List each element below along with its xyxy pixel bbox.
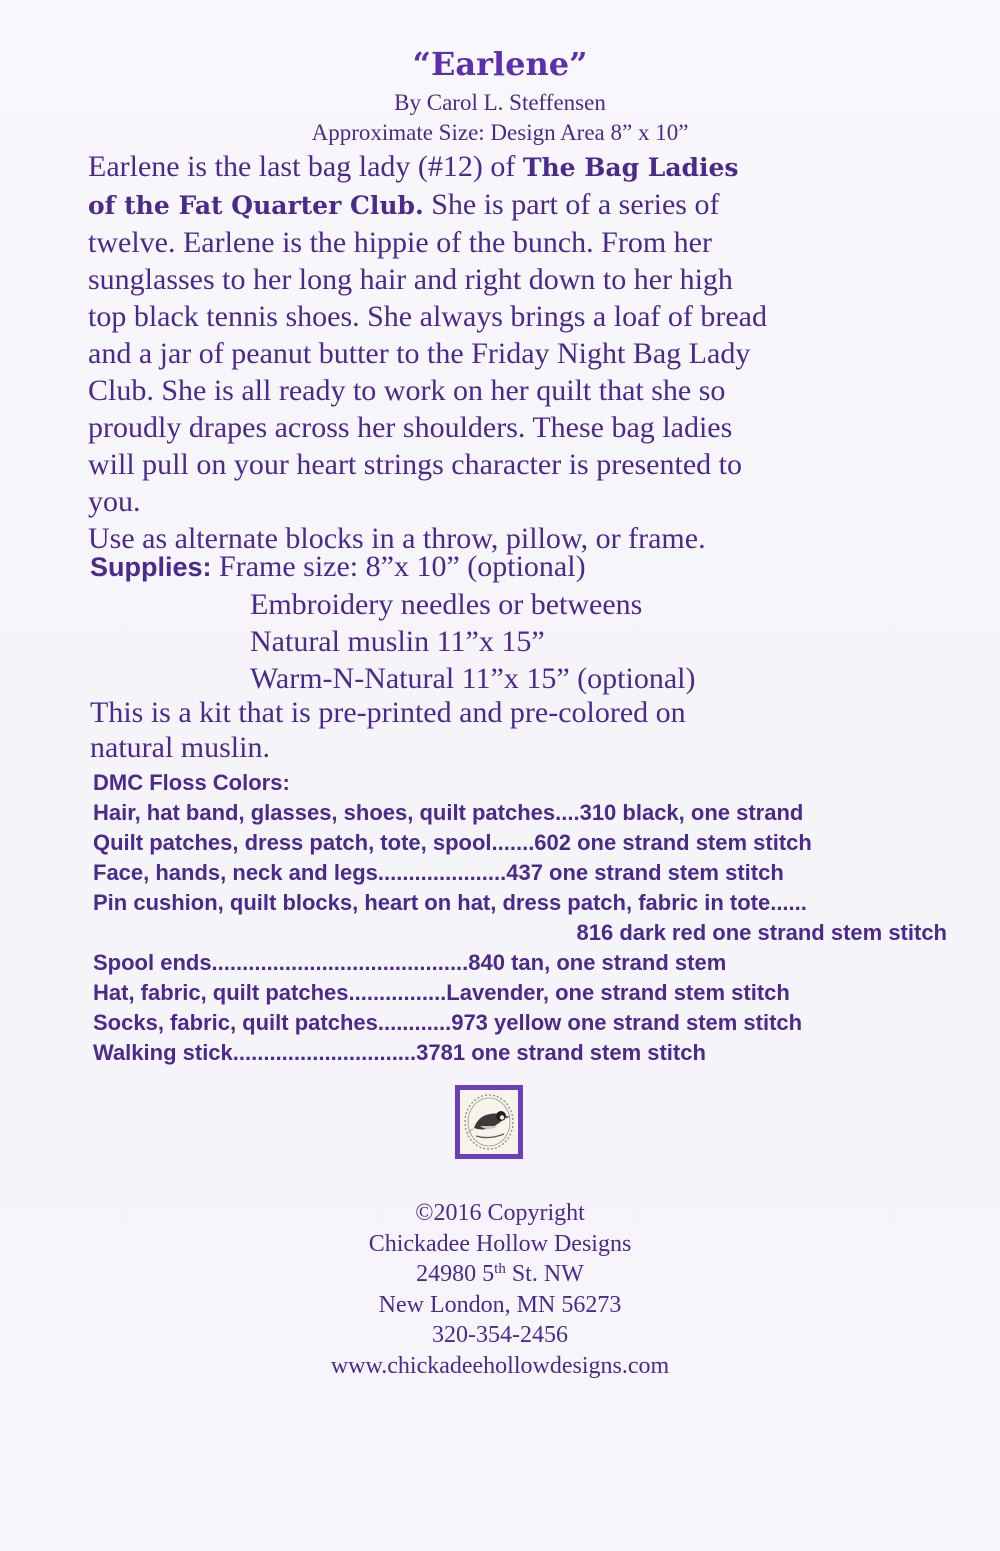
city-line: New London, MN 56273 (378, 1291, 622, 1318)
supply-item: Frame size: 8”x 10” (optional) (219, 550, 586, 583)
description-line: Club. She is all ready to work on her quilt that she so (88, 374, 726, 407)
floss-heading: DMC Floss Colors: (93, 770, 290, 795)
supplies-label: Supplies: (90, 552, 212, 582)
publisher-info (0, 1198, 1000, 1381)
description-line: twelve. Earlene is the hippie of the bunch. From her (88, 226, 712, 259)
supplies-section (90, 548, 950, 697)
pattern-title: “Earlene” (412, 45, 588, 83)
kit-line: natural muslin. (90, 731, 270, 764)
floss-row: Walking stick..............................3781 one strand stem stitch (93, 1040, 706, 1065)
kit-line: This is a kit that is pre-printed and pre-colored on (90, 696, 686, 729)
size-line: Approximate Size: Design Area 8” x 10” (311, 120, 689, 145)
usage-line: Use as alternate blocks in a throw, pillow, or frame. (88, 522, 706, 555)
address-suffix: th (494, 1261, 506, 1277)
series-name: The Bag Ladies (522, 153, 739, 182)
floss-row: Spool ends..........................................840 tan, one strand stem (93, 950, 727, 975)
author-line: By Carol L. Steffensen (394, 90, 606, 115)
floss-row: Face, hands, neck and legs.....................437 one strand stem stitch (93, 860, 784, 885)
description-line: top black tennis shoes. She always brings a loaf of bread (88, 300, 767, 333)
header (0, 40, 1000, 148)
supplies-row (90, 548, 950, 586)
website-link[interactable]: www.chickadeehollowdesigns.com (330, 1352, 670, 1379)
chickadee-logo (455, 1085, 523, 1159)
description-line (88, 186, 948, 224)
address-number: 24980 5 (416, 1261, 495, 1287)
floss-row: Hair, hat band, glasses, shoes, quilt patches....310 black, one strand (93, 800, 804, 825)
supply-item: Natural muslin 11”x 15” (250, 625, 545, 658)
description-line (88, 148, 948, 186)
floss-row: Quilt patches, dress patch, tote, spool.......602 one strand stem stitch (93, 830, 812, 855)
floss-row: Hat, fabric, quilt patches................Lavender, one strand stem stitch (93, 980, 790, 1005)
series-name-cont: of the Fat Quarter Club. (88, 191, 424, 220)
floss-colors (93, 768, 963, 1068)
description-line: and a jar of peanut butter to the Friday Night Bag Lady (88, 337, 751, 370)
supply-item: Warm-N-Natural 11”x 15” (optional) (250, 662, 696, 695)
description-line: proudly drapes across her shoulders. These bag ladies (88, 411, 733, 444)
phone-line: 320-354-2456 (432, 1322, 568, 1348)
address-street: St. NW (505, 1261, 584, 1287)
description (88, 148, 948, 557)
description-line: sunglasses to her long hair and right down to her high (88, 263, 733, 296)
chickadee-bird-icon (460, 1090, 518, 1154)
floss-row: Socks, fabric, quilt patches............973 yellow one strand stem stitch (93, 1010, 803, 1035)
description-line: will pull on your heart strings character is presented to (88, 448, 742, 481)
supply-item: Embroidery needles or betweens (250, 588, 643, 621)
description-line: you. (88, 485, 141, 518)
company-name: Chickadee Hollow Designs (368, 1230, 632, 1257)
address-line (0, 1259, 1000, 1290)
floss-row: Pin cushion, quilt blocks, heart on hat, dress patch, fabric in tote...... (93, 890, 807, 915)
description-text: Earlene is the last bag lady (#12) of (88, 150, 523, 183)
copyright-line: ©2016 Copyright (415, 1200, 585, 1226)
description-text: She is part of a series of (423, 188, 720, 221)
floss-row-continuation: 816 dark red one strand stem stitch (576, 920, 947, 945)
kit-description (90, 695, 950, 765)
